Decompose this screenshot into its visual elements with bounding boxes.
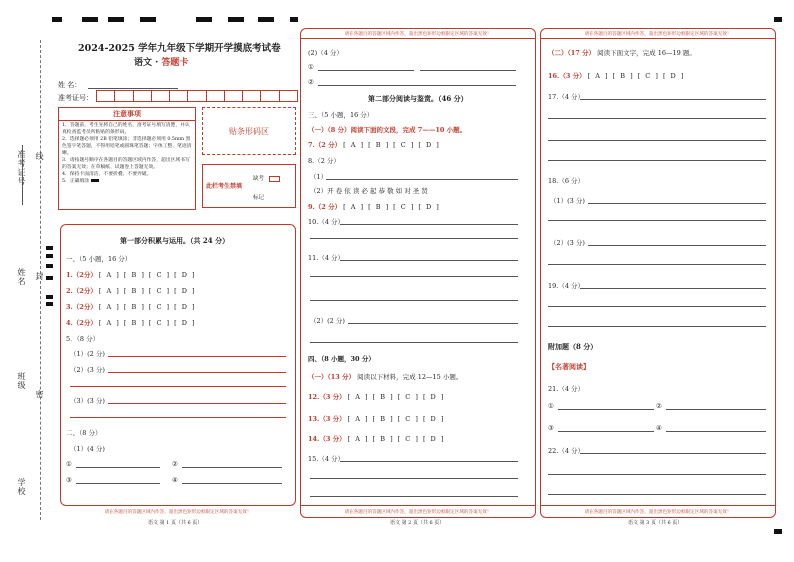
absent-box	[202, 164, 296, 208]
answer-line[interactable]	[558, 409, 654, 410]
answer-line[interactable]	[588, 203, 766, 204]
exam-no-label: 准考证号：	[58, 94, 93, 102]
answer-line[interactable]	[108, 372, 286, 373]
page-title: 2024-2025 学年九年级下学期开学摸底考试卷	[78, 43, 281, 54]
section-4: 四、（8 小题，30 分）	[308, 355, 375, 363]
answer-line[interactable]	[580, 453, 766, 454]
side-underline	[22, 145, 23, 205]
page-footer: 语文 第 1 页（共 6 页）	[148, 520, 203, 526]
q5-2: （2）(3 分)	[70, 366, 105, 374]
q22: 22.（4 分）	[548, 447, 585, 455]
blank-4: ④	[656, 424, 662, 432]
blank-2: ②	[308, 78, 314, 86]
side-name: 姓名	[17, 268, 26, 286]
answer-line[interactable]	[588, 245, 766, 246]
section-3: 三、（5 小题，16 分）	[308, 111, 374, 119]
registration-mark	[258, 17, 274, 22]
answer-line[interactable]	[76, 467, 160, 468]
answer-line[interactable]	[318, 85, 516, 86]
q8: 8.（2 分）	[308, 157, 340, 165]
section-2: 二、（8 分）	[66, 429, 102, 437]
answer-line[interactable]	[558, 431, 654, 432]
card-label: 答题卡	[161, 58, 189, 68]
q16[interactable]: 16.（3 分） [ A ] [ B ] [ C ] [ D ]	[548, 72, 685, 80]
absent-sign: 标记	[253, 195, 265, 201]
warning-text: 请在各题目的答题区域内作答，超出黑色矩形边框限定区域的答案无效！	[584, 510, 732, 515]
answer-line[interactable]	[310, 238, 518, 239]
side-school: 学校	[17, 478, 26, 496]
answer-line[interactable]	[548, 326, 766, 327]
q15: 15.（4 分）	[308, 455, 345, 463]
section-1: 一、（5 小题，16 分）	[66, 255, 132, 263]
note-item: 2．选择题必须用 2B 铅笔填涂；非选择题必须用 0.5mm 黑色签字笔答题，不得用铅笔或圆珠笔答题；字体工整、笔迹清晰。	[62, 136, 192, 156]
side-exam-no: 准考证号	[17, 150, 26, 186]
q3[interactable]: 3.（2分） [ A ] [ B ] [ C ] [ D ]	[66, 303, 197, 311]
famous-reading: 【名著阅读】	[548, 362, 590, 371]
registration-mark	[52, 17, 62, 22]
name-field[interactable]	[88, 88, 178, 89]
part2-title: 第二部分阅读与鉴赏。（46 分）	[368, 94, 468, 103]
answer-line[interactable]	[548, 306, 766, 307]
absent-mark: 缺考	[253, 176, 265, 182]
barcode-area	[202, 107, 296, 155]
q13[interactable]: 13.（3 分） [ A ] [ B ] [ C ] [ D ]	[308, 415, 445, 423]
q5: 5．（8 分）	[66, 335, 100, 343]
note-item: 5．正确填涂	[62, 179, 192, 186]
note-item: 3．请按题号顺序在各题目的答题区域内作答，超出区域书写的答案无效；在草稿纸、试题卷上答题无效。	[62, 157, 190, 170]
q9[interactable]: 9.（2 分） [ A ] [ B ] [ C ] [ D ]	[308, 203, 441, 211]
reading-3: （二）（17 分） 阅读下面文字，完成 16—19 题。	[548, 49, 696, 57]
q11-2-top: (2)（4 分）	[308, 49, 343, 57]
q12[interactable]: 12.（3 分） [ A ] [ B ] [ C ] [ D ]	[308, 393, 445, 401]
answer-line[interactable]	[182, 483, 282, 484]
q8-1: （1）	[310, 173, 328, 181]
divider	[540, 505, 776, 506]
blank-3: ③	[548, 424, 554, 432]
q17: 17.（4 分）	[548, 93, 585, 101]
warning-text: 请在各题目的答题区域内作答，超出黑色矩形边框限定区域的答案无效！	[344, 32, 492, 37]
side-seal: 封	[35, 272, 44, 281]
answer-line[interactable]	[348, 323, 518, 324]
side-class: 班级	[17, 372, 26, 390]
q7[interactable]: 7.（2 分） [ A ] [ B ] [ C ] [ D ]	[308, 141, 441, 149]
answer-line[interactable]	[548, 220, 766, 221]
blank-4: ④	[172, 476, 178, 484]
note-item: 4．保持卡面清洁，不要折叠、不要弄破。	[62, 171, 152, 177]
subject: 语文	[134, 58, 153, 68]
answer-line[interactable]	[340, 224, 518, 225]
absent-checkbox[interactable]	[269, 176, 280, 182]
q21: 21.（4 分）	[548, 385, 585, 393]
answer-line[interactable]	[326, 179, 518, 180]
answer-line[interactable]	[310, 300, 518, 301]
answer-line[interactable]	[548, 118, 766, 119]
q18-2: （2）(3 分)	[550, 239, 585, 247]
registration-mark	[140, 17, 156, 22]
divider	[300, 38, 536, 39]
q14[interactable]: 14.（3 分） [ A ] [ B ] [ C ] [ D ]	[308, 435, 445, 443]
blank-1: ①	[308, 63, 314, 71]
answer-line[interactable]	[318, 70, 414, 71]
notes-title: 注意事项	[59, 108, 195, 121]
answer-line[interactable]	[76, 483, 160, 484]
registration-mark	[108, 17, 124, 22]
page-footer: 语文 第 2 页（共 6 页）	[390, 520, 445, 526]
registration-mark	[46, 246, 53, 250]
registration-mark	[46, 264, 53, 268]
s2-1: （1）(4 分)	[70, 445, 105, 453]
answer-line[interactable]	[548, 160, 766, 161]
answer-line[interactable]	[548, 264, 766, 265]
answer-line[interactable]	[70, 417, 286, 418]
blank-3: ③	[66, 476, 72, 484]
blank-1: ①	[66, 460, 72, 468]
part1-title: 第一部分积累与运用。（共 24 分）	[120, 236, 230, 245]
barcode-label: 贴条形码区	[229, 126, 269, 136]
q10: 10.（4 分）	[308, 218, 345, 226]
answer-line[interactable]	[666, 431, 766, 432]
q1[interactable]: 1.（2分） [ A ] [ B ] [ C ] [ D ]	[66, 271, 197, 279]
registration-mark	[774, 17, 782, 22]
side-dense: 密	[35, 390, 44, 399]
blank-1: ①	[548, 402, 554, 410]
absent-title: 此栏考生禁填	[206, 183, 243, 190]
divider	[300, 505, 536, 506]
name-label: 姓 名：	[58, 81, 82, 89]
answer-line[interactable]	[548, 474, 766, 475]
answer-line[interactable]	[182, 467, 282, 468]
q8-2: （2）开 卷 依 读 必 起 恭 敬 如 对 圣 贤	[310, 187, 428, 195]
q11: 11.（4 分）	[308, 254, 345, 262]
fill-sample	[91, 179, 99, 182]
q5-1: （1）(2 分)	[70, 350, 105, 358]
note-item: 1．答题前，考生先将自己的姓名，准考证号填写清楚，并认真检查监考员所粘贴的条形码。	[62, 123, 190, 135]
notes-list	[59, 121, 195, 188]
blank-2: ②	[656, 402, 662, 410]
answer-line[interactable]	[108, 356, 286, 357]
answer-line[interactable]	[310, 478, 518, 479]
answer-line[interactable]	[666, 409, 766, 410]
warning-text: 请在各题目的答题区域内作答，超出黑色矩形边框限定区域的答案无效！	[584, 32, 732, 37]
answer-area-3	[540, 28, 776, 518]
registration-mark	[196, 17, 212, 22]
answer-line[interactable]	[310, 276, 518, 277]
q19: 19.（4 分）	[548, 282, 585, 290]
q2[interactable]: 2.（2分） [ A ] [ B ] [ C ] [ D ]	[66, 287, 197, 295]
answer-line[interactable]	[580, 99, 766, 100]
registration-mark	[46, 276, 53, 280]
extra-title: 附加题（8 分）	[548, 342, 598, 351]
q4[interactable]: 4.（2分） [ A ] [ B ] [ C ] [ D ]	[66, 319, 197, 327]
answer-line[interactable]	[70, 386, 286, 387]
answer-line[interactable]	[548, 494, 766, 495]
answer-line[interactable]	[580, 288, 766, 289]
answer-line[interactable]	[310, 496, 518, 497]
answer-line[interactable]	[108, 403, 286, 404]
answer-line[interactable]	[420, 70, 516, 71]
notes-box	[58, 107, 196, 210]
registration-mark	[82, 17, 98, 22]
registration-mark	[46, 302, 53, 306]
subject-line: 语文 · 答题卡	[134, 58, 189, 68]
registration-mark	[46, 295, 53, 299]
warning-text: 请在各题目的答题区域内作答，超出黑色矩形边框限定区域的答案无效！	[344, 510, 492, 515]
answer-line[interactable]	[340, 461, 518, 462]
q11-2: （2）(2 分)	[310, 317, 345, 325]
answer-line[interactable]	[310, 342, 518, 343]
warning-text: 请在各题目的答题区域内作答，超出黑色矩形边框限定区域的答案无效！	[104, 510, 252, 515]
divider	[540, 38, 776, 39]
q18: 18.（6 分）	[548, 177, 585, 185]
registration-mark	[228, 17, 244, 22]
q18-1: （1）(3 分)	[550, 197, 585, 205]
answer-line[interactable]	[548, 140, 766, 141]
reading-1: （一）（8 分）阅读下面的文段，完成 7——10 小题。	[308, 126, 467, 134]
side-line: 线	[35, 152, 44, 161]
registration-mark	[290, 17, 298, 22]
blank-2: ②	[172, 460, 178, 468]
registration-mark	[46, 254, 53, 258]
answer-line[interactable]	[340, 260, 518, 261]
reading-2: （一）（13 分） 阅读以下材料，完成 12—15 小题。	[308, 373, 463, 381]
q5-3: （3）(3 分)	[70, 397, 105, 405]
registration-mark	[774, 529, 782, 534]
page-footer: 语文 第 3 页（共 6 页）	[628, 520, 683, 526]
exam-no-boxes[interactable]	[96, 90, 298, 102]
